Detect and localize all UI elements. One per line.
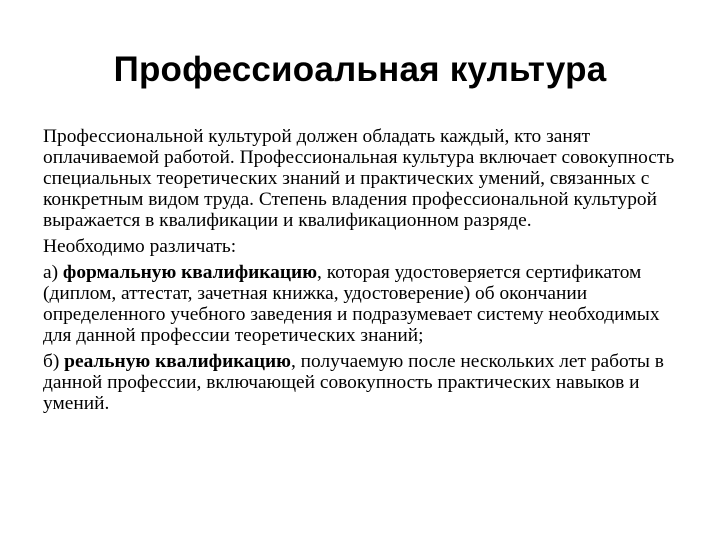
list-marker-b: б) (43, 351, 65, 372)
slide-body (43, 126, 683, 419)
paragraph-real-qualification (43, 351, 683, 414)
term-real-qualification: реальную квалификацию (64, 351, 291, 372)
term-formal-qualification: формальную квалификацию (62, 262, 318, 283)
paragraph-formal-qualification (43, 262, 683, 346)
slide-title: Профессиоальная культура (113, 50, 607, 89)
paragraph-distinguish: Необходимо различать: (43, 236, 237, 257)
paragraph-definition: Профессиональной культурой должен обладать каждый, кто занят оплачиваемой работой. Профессиональная культура включает совокупность специальных теоретических знаний и практических умений, связанных с конкретным видом труда. Степень владения профессиональной культурой выражается в квалификации и квалификационном разряде. (43, 126, 675, 231)
list-marker-a: а) (43, 262, 63, 283)
real-qualification-text: , получаемую после нескольких лет работы в данной профессии, включающей совокупность практических навыков и умений. (43, 351, 664, 414)
formal-qualification-text: , которая удостоверяется сертификатом (диплом, аттестат, зачетная книжка, удостоверение) об окончании определенного учебного заведения и подразумевает систему необходимых для данной профессии теоретических знаний; (43, 262, 660, 346)
